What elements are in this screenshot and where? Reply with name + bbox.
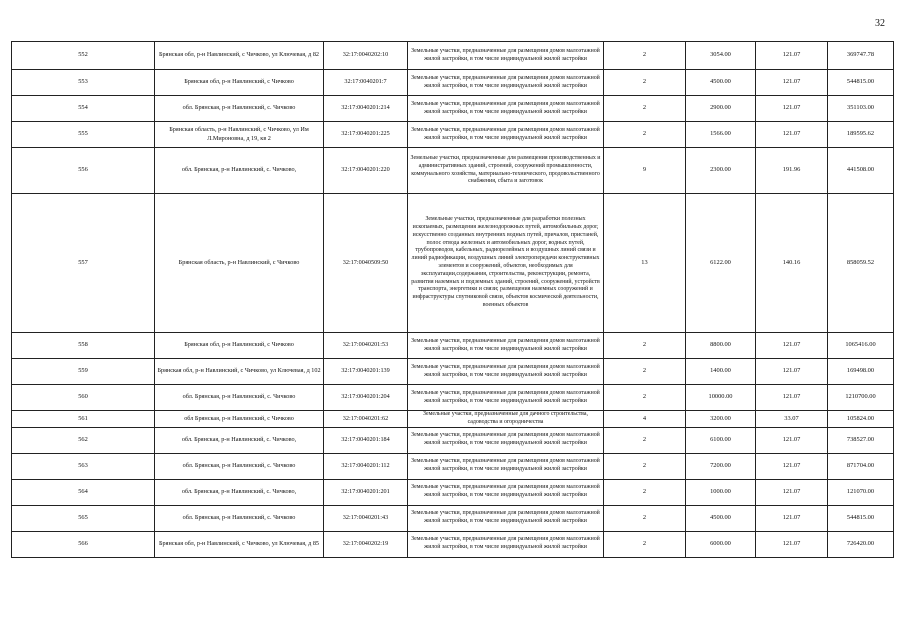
table-row	[12, 411, 894, 428]
land-use-cell: Земельные участки, предназначенные для размещения домов малоэтажной жилой застройки, в том числе индивидуальной жилой застройки	[408, 505, 604, 531]
specific-value-cell: 121.07	[756, 42, 828, 70]
page-number: 32	[875, 18, 885, 29]
table-row	[12, 122, 894, 148]
specific-value-cell: 121.07	[756, 122, 828, 148]
row-number-cell: 566	[12, 531, 155, 557]
row-number-cell: 563	[12, 453, 155, 479]
cadastral-value-cell: 189595.62	[828, 122, 894, 148]
cadastral-value-cell: 441508.00	[828, 148, 894, 194]
cadastral-value-cell: 169498.00	[828, 359, 894, 385]
address-cell: обл Брянская, р-н Навлинский, с Чичково	[155, 411, 324, 428]
address-cell: обл. Брянская, р-н Навлинский, с. Чичково,	[155, 427, 324, 453]
table-row	[12, 194, 894, 333]
area-cell: 1000.00	[686, 479, 756, 505]
specific-value-cell: 121.07	[756, 70, 828, 96]
table-row	[12, 359, 894, 385]
cadastral-number-cell: 32:17:0040201:220	[324, 148, 408, 194]
specific-value-cell: 121.07	[756, 385, 828, 411]
cadastral-number-cell: 32:17:0040202:10	[324, 42, 408, 70]
cadastral-value-cell: 1065416.00	[828, 333, 894, 359]
cadastral-value-cell: 369747.78	[828, 42, 894, 70]
address-cell: обл. Брянская, р-н Навлинский, с. Чичково	[155, 385, 324, 411]
table-row	[12, 42, 894, 70]
area-cell: 4500.00	[686, 505, 756, 531]
group-cell: 4	[604, 411, 686, 428]
row-number-cell: 562	[12, 427, 155, 453]
specific-value-cell: 121.07	[756, 359, 828, 385]
group-cell: 13	[604, 194, 686, 333]
group-cell: 2	[604, 42, 686, 70]
group-cell: 2	[604, 531, 686, 557]
land-use-cell: Земельные участки, предназначенные для разработки полезных ископаемых, размещения железнодорожных путей, автомобильных дорог, искусственно созданных внутренних водных путей, причалов, пристаней, полос отвода железных и автомобильных дорог, водных путей, трубопроводов, кабельных, радиорелейных и воздушных линий связи и линий радиофикации, воздушных линий электропередачи конструктивных элементов и сооружений, объектов, необходимых для эксплуатации,содержания, строительства, реконструкции, ремонта, развития наземных и подземных зданий, строений, сооружений, устройств транспорта, энергетики и связи; размещения наземных сооружений и инфраструктуры спутниковой связи, объектов космической деятельности, военных объектов	[408, 194, 604, 333]
cadastral-value-cell: 351103.00	[828, 96, 894, 122]
area-cell: 2300.00	[686, 148, 756, 194]
address-cell: Брянская обл, р-н Навлинский, с Чичково, ул Ключевая, д 82	[155, 42, 324, 70]
area-cell: 3054.00	[686, 42, 756, 70]
table-body	[12, 42, 894, 558]
row-number-cell: 552	[12, 42, 155, 70]
cadastral-number-cell: 32:17:0040201:7	[324, 70, 408, 96]
specific-value-cell: 121.07	[756, 505, 828, 531]
address-cell: Брянская обл, р-н Навлинский, с Чичково	[155, 333, 324, 359]
area-cell: 4500.00	[686, 70, 756, 96]
row-number-cell: 554	[12, 96, 155, 122]
row-number-cell: 557	[12, 194, 155, 333]
land-use-cell: Земельные участки, предназначенные для размещения домов малоэтажной жилой застройки, в том числе индивидуальной жилой застройки	[408, 333, 604, 359]
address-cell: обл. Брянская, р-н Навлинский, с. Чичково,	[155, 148, 324, 194]
group-cell: 2	[604, 427, 686, 453]
cadastral-number-cell: 32:17:0040201:225	[324, 122, 408, 148]
table-row	[12, 148, 894, 194]
group-cell: 2	[604, 505, 686, 531]
specific-value-cell: 121.07	[756, 427, 828, 453]
row-number-cell: 553	[12, 70, 155, 96]
row-number-cell: 560	[12, 385, 155, 411]
area-cell: 8800.00	[686, 333, 756, 359]
cadastral-number-cell: 32:17:0040509:50	[324, 194, 408, 333]
cadastral-value-cell: 738527.00	[828, 427, 894, 453]
land-use-cell: Земельные участки, предназначенные для размещения домов малоэтажной жилой застройки, в том числе индивидуальной жилой застройки	[408, 453, 604, 479]
address-cell: Брянская обл, р-н Навлинский, с Чичково, ул Ключевая, д 102	[155, 359, 324, 385]
area-cell: 7200.00	[686, 453, 756, 479]
address-cell: обл. Брянская, р-н Навлинский, с. Чичково	[155, 453, 324, 479]
specific-value-cell: 121.07	[756, 453, 828, 479]
land-use-cell: Земельные участки, предназначенные для размещения производственных и административных зданий, строений, сооружений промышленности, коммунального хозяйства, материально-технического, продовольственного снабжения, сбыта и заготовок	[408, 148, 604, 194]
table-row	[12, 531, 894, 557]
row-number-cell: 558	[12, 333, 155, 359]
land-use-cell: Земельные участки, предназначенные для размещения домов малоэтажной жилой застройки, в том числе индивидуальной жилой застройки	[408, 42, 604, 70]
land-parcel-table	[11, 41, 894, 558]
row-number-cell: 561	[12, 411, 155, 428]
group-cell: 2	[604, 359, 686, 385]
area-cell: 6100.00	[686, 427, 756, 453]
area-cell: 6122.00	[686, 194, 756, 333]
cadastral-number-cell: 32:17:0040201:62	[324, 411, 408, 428]
table-row	[12, 70, 894, 96]
specific-value-cell: 121.07	[756, 531, 828, 557]
cadastral-value-cell: 105824.00	[828, 411, 894, 428]
address-cell: обл. Брянская, р-н Навлинский, с. Чичково	[155, 505, 324, 531]
area-cell: 1400.00	[686, 359, 756, 385]
group-cell: 2	[604, 453, 686, 479]
table-row	[12, 96, 894, 122]
address-cell: Брянская область, р-н Навлинский, с Чичково, ул Им Л.Мироновна, д 19, кв 2	[155, 122, 324, 148]
land-use-cell: Земельные участки, предназначенные для размещения домов малоэтажной жилой застройки, в том числе индивидуальной жилой застройки	[408, 122, 604, 148]
group-cell: 2	[604, 122, 686, 148]
row-number-cell: 564	[12, 479, 155, 505]
address-cell: обл. Брянская, р-н Навлинский, с. Чичково,	[155, 479, 324, 505]
cadastral-value-cell: 544815.00	[828, 70, 894, 96]
group-cell: 2	[604, 479, 686, 505]
group-cell: 2	[604, 70, 686, 96]
area-cell: 6000.00	[686, 531, 756, 557]
address-cell: обл. Брянская, р-н Навлинский, с. Чичково	[155, 96, 324, 122]
row-number-cell: 565	[12, 505, 155, 531]
land-use-cell: Земельные участки, предназначенные для размещения домов малоэтажной жилой застройки, в том числе индивидуальной жилой застройки	[408, 385, 604, 411]
area-cell: 1566.00	[686, 122, 756, 148]
land-use-cell: Земельные участки, предназначенные для размещения домов малоэтажной жилой застройки, в том числе индивидуальной жилой застройки	[408, 96, 604, 122]
table-row	[12, 333, 894, 359]
cadastral-number-cell: 32:17:0040201:112	[324, 453, 408, 479]
cadastral-number-cell: 32:17:0040201:139	[324, 359, 408, 385]
area-cell: 10000.00	[686, 385, 756, 411]
area-cell: 2900.00	[686, 96, 756, 122]
cadastral-value-cell: 871704.00	[828, 453, 894, 479]
group-cell: 2	[604, 385, 686, 411]
table-row	[12, 505, 894, 531]
specific-value-cell: 140.16	[756, 194, 828, 333]
land-use-cell: Земельные участки, предназначенные для размещения домов малоэтажной жилой застройки, в том числе индивидуальной жилой застройки	[408, 359, 604, 385]
land-use-cell: Земельные участки, предназначенные для размещения домов малоэтажной жилой застройки, в том числе индивидуальной жилой застройки	[408, 531, 604, 557]
address-cell: Брянская обл, р-н Навлинский, с Чичково, ул Ключевая, д 85	[155, 531, 324, 557]
row-number-cell: 556	[12, 148, 155, 194]
table-row	[12, 385, 894, 411]
specific-value-cell: 191.96	[756, 148, 828, 194]
cadastral-number-cell: 32:17:0040201:184	[324, 427, 408, 453]
cadastral-number-cell: 32:17:0040201:53	[324, 333, 408, 359]
cadastral-number-cell: 32:17:0040201:43	[324, 505, 408, 531]
land-use-cell: Земельные участки, предназначенные для размещения домов малоэтажной жилой застройки, в том числе индивидуальной жилой застройки	[408, 70, 604, 96]
cadastral-value-cell: 726420.00	[828, 531, 894, 557]
group-cell: 2	[604, 333, 686, 359]
cadastral-value-cell: 1210700.00	[828, 385, 894, 411]
specific-value-cell: 121.07	[756, 479, 828, 505]
group-cell: 9	[604, 148, 686, 194]
table-row	[12, 479, 894, 505]
table-row	[12, 453, 894, 479]
specific-value-cell: 121.07	[756, 96, 828, 122]
cadastral-number-cell: 32:17:0040201:204	[324, 385, 408, 411]
table-row	[12, 427, 894, 453]
land-use-cell: Земельные участки, предназначенные для дачного строительства, садоводства и огородничества	[408, 411, 604, 428]
area-cell: 3200.00	[686, 411, 756, 428]
row-number-cell: 555	[12, 122, 155, 148]
cadastral-value-cell: 121070.00	[828, 479, 894, 505]
group-cell: 2	[604, 96, 686, 122]
land-use-cell: Земельные участки, предназначенные для размещения домов малоэтажной жилой застройки, в том числе индивидуальной жилой застройки	[408, 479, 604, 505]
address-cell: Брянская обл, р-н Навлинский, с Чичково	[155, 70, 324, 96]
cadastral-number-cell: 32:17:0040202:19	[324, 531, 408, 557]
cadastral-number-cell: 32:17:0040201:201	[324, 479, 408, 505]
specific-value-cell: 121.07	[756, 333, 828, 359]
address-cell: Брянская область, р-н Навлинский, с Чичково	[155, 194, 324, 333]
land-use-cell: Земельные участки, предназначенные для размещения домов малоэтажной жилой застройки, в том числе индивидуальной жилой застройки	[408, 427, 604, 453]
cadastral-number-cell: 32:17:0040201:214	[324, 96, 408, 122]
cadastral-value-cell: 544815.00	[828, 505, 894, 531]
specific-value-cell: 33.07	[756, 411, 828, 428]
row-number-cell: 559	[12, 359, 155, 385]
cadastral-value-cell: 858059.52	[828, 194, 894, 333]
